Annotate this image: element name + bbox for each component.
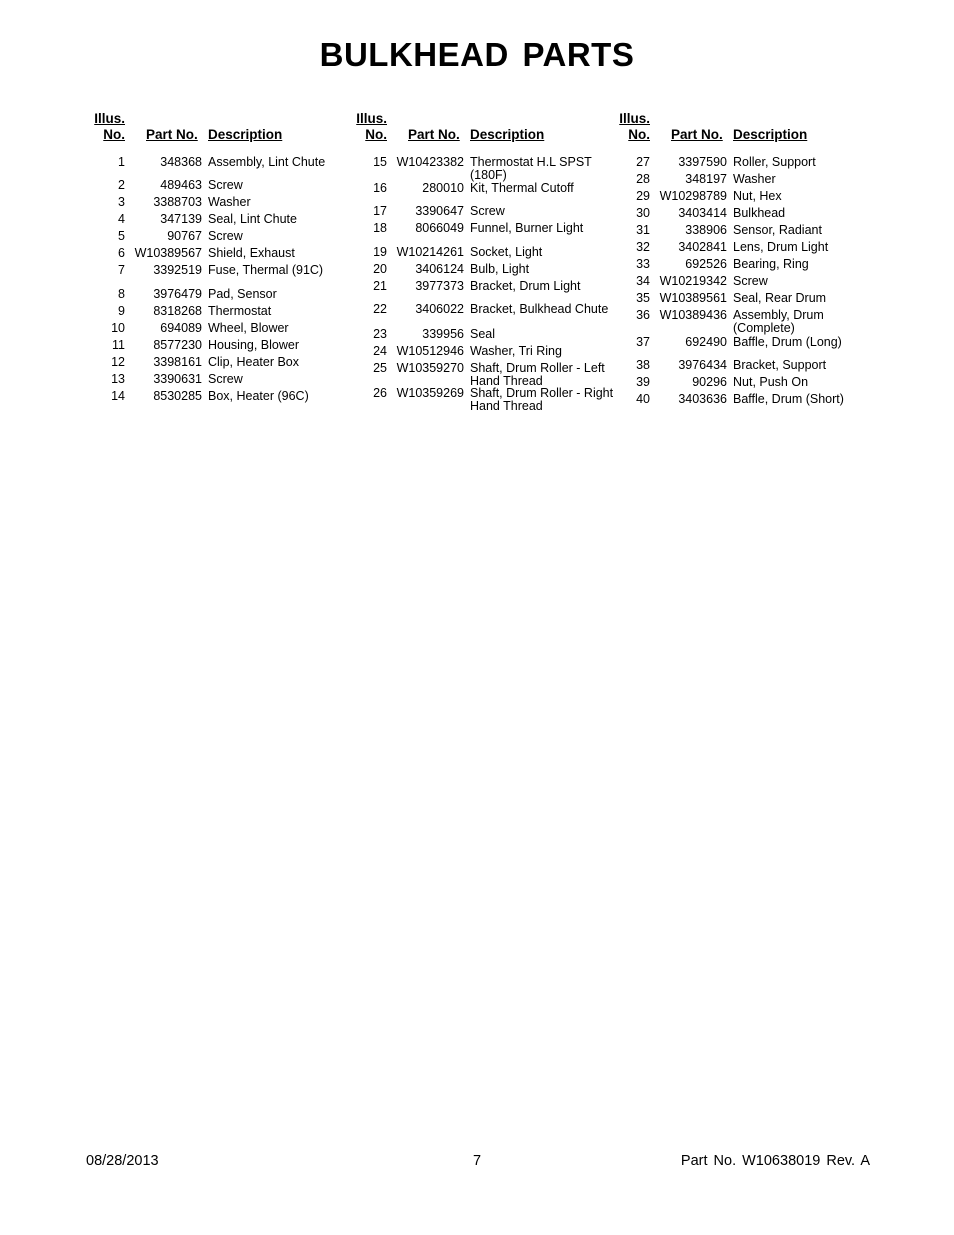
part-description: Screw (208, 229, 243, 243)
part-description: Baffle, Drum (Long) (733, 335, 842, 349)
part-number: 3390631 (153, 372, 202, 386)
part-number: W10389436 (659, 308, 727, 322)
illus-number: 26 (373, 386, 387, 400)
part-description: Seal, Rear Drum (733, 291, 827, 305)
illus-number: 22 (373, 302, 387, 316)
footer-date: 08/28/2013 (86, 1153, 159, 1169)
parts-column-2 (355, 111, 620, 413)
page-title: BULKHEAD PARTS (319, 36, 635, 73)
illus-number: 31 (636, 223, 650, 237)
part-description: Nut, Push On (733, 375, 809, 389)
part-description: Housing, Blower (208, 338, 300, 352)
illus-number: 40 (636, 392, 650, 406)
part-description: Screw (208, 178, 243, 192)
illus-header: Illus. (619, 111, 650, 126)
illus-number: 7 (118, 263, 125, 277)
illus-number: 17 (373, 204, 387, 218)
part-number: W10423382 (396, 155, 464, 169)
part-number: 90767 (167, 229, 202, 243)
part-description: Washer, Tri Ring (470, 344, 562, 358)
part-number: W10389561 (659, 291, 727, 305)
illus-number: 6 (118, 246, 125, 260)
part-number: 489463 (160, 178, 202, 192)
part-number: 339956 (422, 327, 464, 341)
illus-number: 39 (636, 375, 650, 389)
part-number: 90296 (692, 375, 727, 389)
illus-number: 8 (118, 287, 125, 301)
part-number: 280010 (422, 181, 464, 195)
illus-number: 10 (111, 321, 125, 335)
illus-number: 38 (636, 358, 650, 372)
part-description: Box, Heater (96C) (208, 389, 309, 403)
illus-number: 11 (112, 338, 125, 352)
part-number: W10219342 (659, 274, 727, 288)
illus-number: 28 (636, 172, 650, 186)
part-number: 692526 (685, 257, 727, 271)
part-description: Screw (470, 204, 505, 218)
part-description: Shaft, Drum Roller - Left Hand Thread (470, 361, 605, 388)
part-number: 8577230 (153, 338, 202, 352)
part-description: Bracket, Bulkhead Chute (470, 302, 609, 316)
illus-number: 2 (118, 178, 125, 192)
part-description: Seal (470, 327, 496, 341)
illus-number: 24 (373, 344, 387, 358)
illus-number: 3 (118, 195, 125, 209)
part-description: Assembly, Lint Chute (208, 155, 326, 169)
illus-header: Illus. (94, 111, 125, 126)
illus-number: 23 (373, 327, 387, 341)
part-no-header: Part No. (671, 127, 723, 142)
footer-part-number: Part No. W10638019 Rev. A (680, 1153, 870, 1169)
part-description: Baffle, Drum (Short) (733, 392, 844, 406)
illus-number: 37 (636, 335, 650, 349)
illus-header: Illus. (356, 111, 387, 126)
part-number: 3977373 (415, 279, 464, 293)
parts-column-1 (93, 111, 358, 403)
no-header: No. (628, 127, 650, 142)
part-number: 3976434 (678, 358, 727, 372)
part-number: 348197 (685, 172, 727, 186)
part-description: Bracket, Support (733, 358, 827, 372)
part-description: Screw (733, 274, 768, 288)
column-header (93, 111, 358, 147)
part-number: W10359270 (396, 361, 464, 375)
illus-number: 14 (111, 389, 125, 403)
part-number: 3403636 (678, 392, 727, 406)
part-number: W10298789 (659, 189, 727, 203)
part-number: W10512946 (396, 344, 464, 358)
column-header (618, 111, 883, 147)
part-number: 3388703 (153, 195, 202, 209)
part-description: Nut, Hex (733, 189, 782, 203)
part-number: 8318268 (153, 304, 202, 318)
part-description: Screw (208, 372, 243, 386)
illus-number: 4 (118, 212, 125, 226)
part-description: Seal, Lint Chute (208, 212, 297, 226)
part-description: Assembly, Drum (Complete) (733, 308, 824, 335)
page-number: 7 (472, 1153, 482, 1169)
part-description: Sensor, Radiant (733, 223, 822, 237)
part-description: Shaft, Drum Roller - Right Hand Thread (470, 386, 614, 413)
part-number: 3392519 (153, 263, 202, 277)
part-no-header: Part No. (146, 127, 198, 142)
part-number: 8066049 (415, 221, 464, 235)
illus-number: 36 (636, 308, 650, 322)
part-description: Funnel, Burner Light (470, 221, 584, 235)
part-description: Lens, Drum Light (733, 240, 829, 254)
part-description: Thermostat (208, 304, 272, 318)
part-description: Kit, Thermal Cutoff (470, 181, 574, 195)
illus-number: 25 (373, 361, 387, 375)
illus-number: 13 (111, 372, 125, 386)
part-description: Pad, Sensor (208, 287, 277, 301)
illus-number: 21 (373, 279, 387, 293)
part-number: 3398161 (153, 355, 202, 369)
part-number: 3390647 (415, 204, 464, 218)
illus-number: 19 (373, 245, 387, 259)
part-description: Shield, Exhaust (208, 246, 295, 260)
description-header: Description (470, 127, 545, 142)
description-header: Description (208, 127, 283, 142)
description-header: Description (733, 127, 808, 142)
no-header: No. (103, 127, 125, 142)
illus-number: 5 (118, 229, 125, 243)
illus-number: 16 (373, 181, 387, 195)
part-description: Bearing, Ring (733, 257, 809, 271)
part-number: W10214261 (396, 245, 464, 259)
illus-number: 34 (636, 274, 650, 288)
part-description: Washer (208, 195, 251, 209)
illus-number: 15 (373, 155, 387, 169)
illus-number: 30 (636, 206, 650, 220)
column-header (355, 111, 620, 147)
part-no-header: Part No. (408, 127, 460, 142)
part-number: 3403414 (678, 206, 727, 220)
part-number: W10359269 (396, 386, 464, 400)
part-description: Bulb, Light (470, 262, 530, 276)
part-description: Roller, Support (733, 155, 816, 169)
illus-number: 27 (636, 155, 650, 169)
parts-column-3 (618, 111, 883, 406)
part-number: 3406124 (415, 262, 464, 276)
part-number: 692490 (685, 335, 727, 349)
part-description: Fuse, Thermal (91C) (208, 263, 324, 277)
illus-number: 9 (118, 304, 125, 318)
illus-number: 18 (373, 221, 387, 235)
part-description: Clip, Heater Box (208, 355, 300, 369)
part-description: Thermostat H.L SPST (180F) (470, 155, 592, 182)
part-number: 694089 (160, 321, 202, 335)
part-description: Washer (733, 172, 776, 186)
part-number: 3976479 (153, 287, 202, 301)
part-number: W10389567 (134, 246, 202, 260)
part-number: 347139 (160, 212, 202, 226)
part-description: Bracket, Drum Light (470, 279, 581, 293)
part-number: 338906 (685, 223, 727, 237)
part-number: 348368 (160, 155, 202, 169)
part-description: Bulkhead (733, 206, 786, 220)
part-number: 3397590 (678, 155, 727, 169)
illus-number: 32 (636, 240, 650, 254)
illus-number: 20 (373, 262, 387, 276)
illus-number: 35 (636, 291, 650, 305)
part-description: Socket, Light (470, 245, 543, 259)
illus-number: 12 (111, 355, 125, 369)
part-number: 8530285 (153, 389, 202, 403)
illus-number: 33 (636, 257, 650, 271)
part-number: 3402841 (678, 240, 727, 254)
no-header: No. (365, 127, 387, 142)
illus-number: 1 (118, 155, 125, 169)
illus-number: 29 (636, 189, 650, 203)
part-description: Wheel, Blower (208, 321, 289, 335)
part-number: 3406022 (415, 302, 464, 316)
